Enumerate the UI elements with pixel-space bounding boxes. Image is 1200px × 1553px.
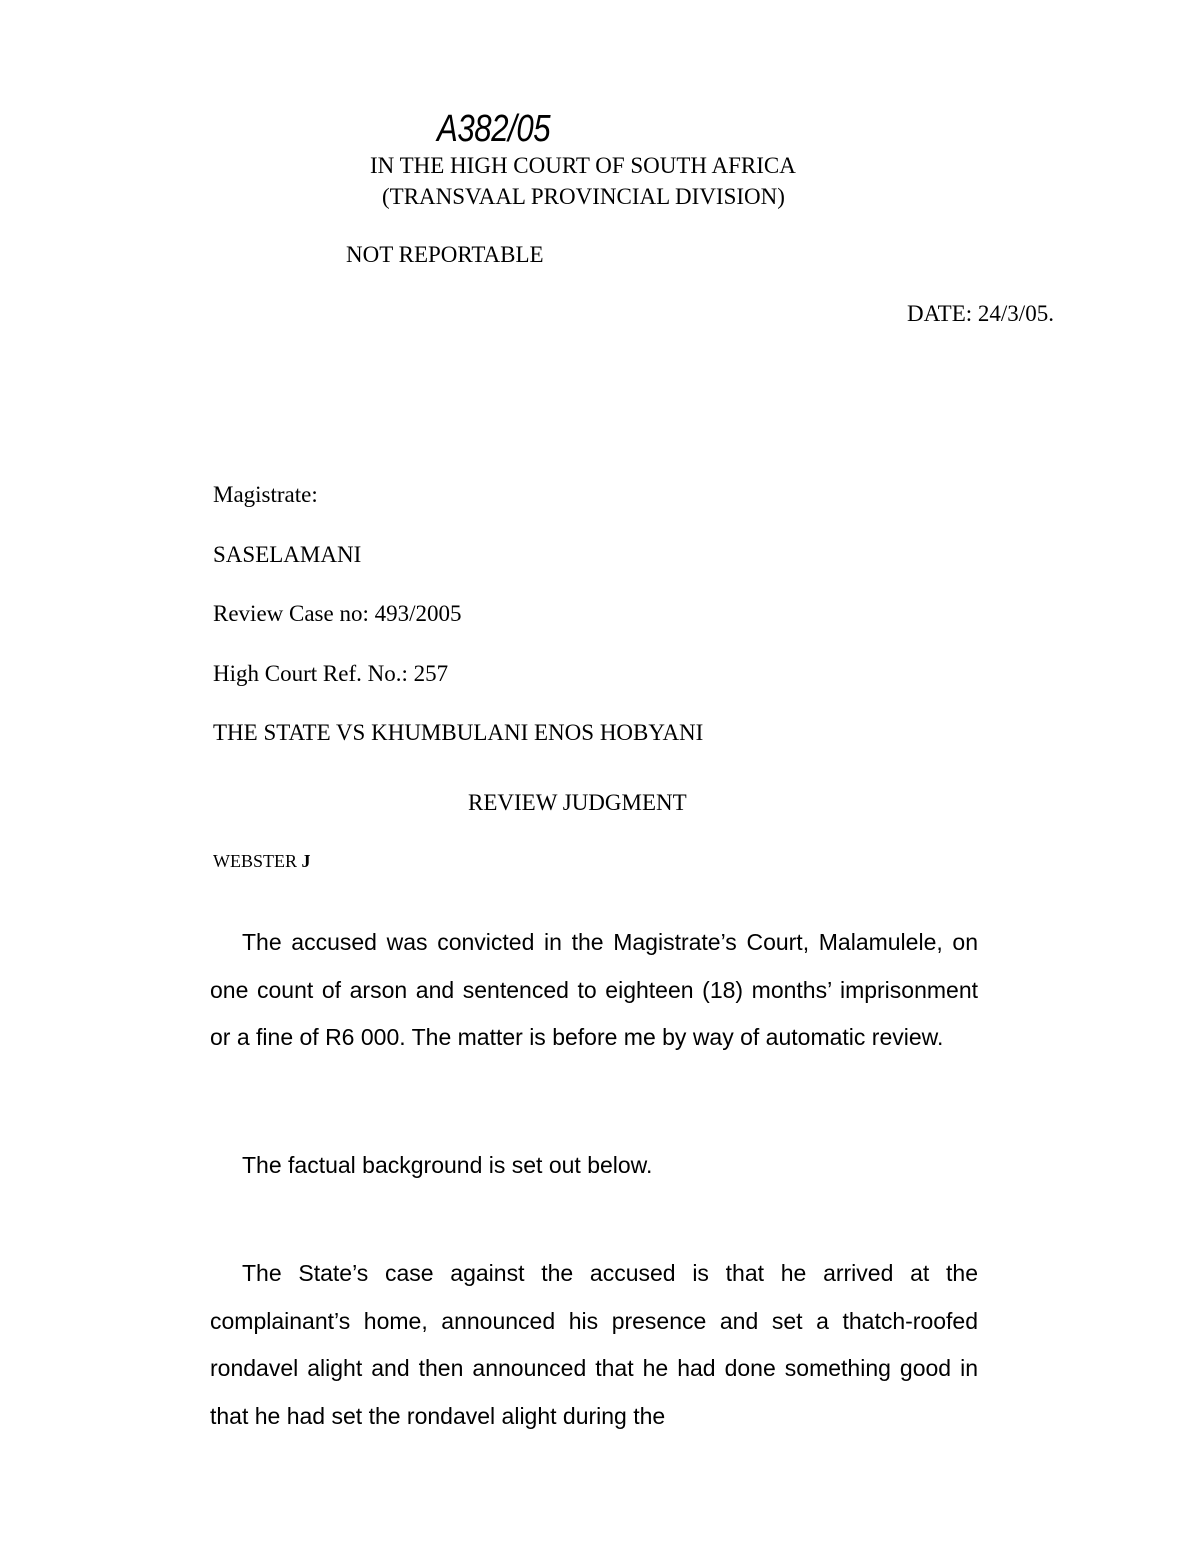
- judgment-date: DATE: 24/3/05.: [907, 301, 1054, 326]
- judgment-title: REVIEW JUDGMENT: [468, 790, 687, 815]
- review-case-number: Review Case no: 493/2005: [213, 601, 462, 626]
- magistrate-name: SASELAMANI: [213, 542, 362, 567]
- body-paragraph: The factual background is set out below.: [242, 1152, 653, 1178]
- judge-title: J: [301, 851, 311, 871]
- court-name: IN THE HIGH COURT OF SOUTH AFRICA: [370, 153, 796, 178]
- magistrate-label: Magistrate:: [213, 482, 318, 507]
- high-court-reference: High Court Ref. No.: 257: [213, 661, 449, 686]
- court-division: (TRANSVAAL PROVINCIAL DIVISION): [382, 184, 785, 209]
- case-number-stamp: A382/05: [437, 108, 551, 150]
- judge-name: [213, 851, 311, 872]
- body-paragraph: The State’s case against the accused is that he arrived at the complainant’s home, announced his presence and set a thatch-roofed rondavel alight and then announced that he had done something good in that he had set the rondavel alight during the: [210, 1260, 978, 1429]
- case-parties: THE STATE VS KHUMBULANI ENOS HOBYANI: [213, 720, 704, 745]
- judge-surname: WEBSTER: [213, 851, 297, 871]
- body-paragraph: The accused was convicted in the Magistrate’s Court, Malamulele, on one count of arson and sentenced to eighteen (18) months’ imprisonment or a fine of R6 000. The matter is before me by way of automatic review.: [210, 929, 978, 1050]
- reportable-status: NOT REPORTABLE: [346, 242, 544, 267]
